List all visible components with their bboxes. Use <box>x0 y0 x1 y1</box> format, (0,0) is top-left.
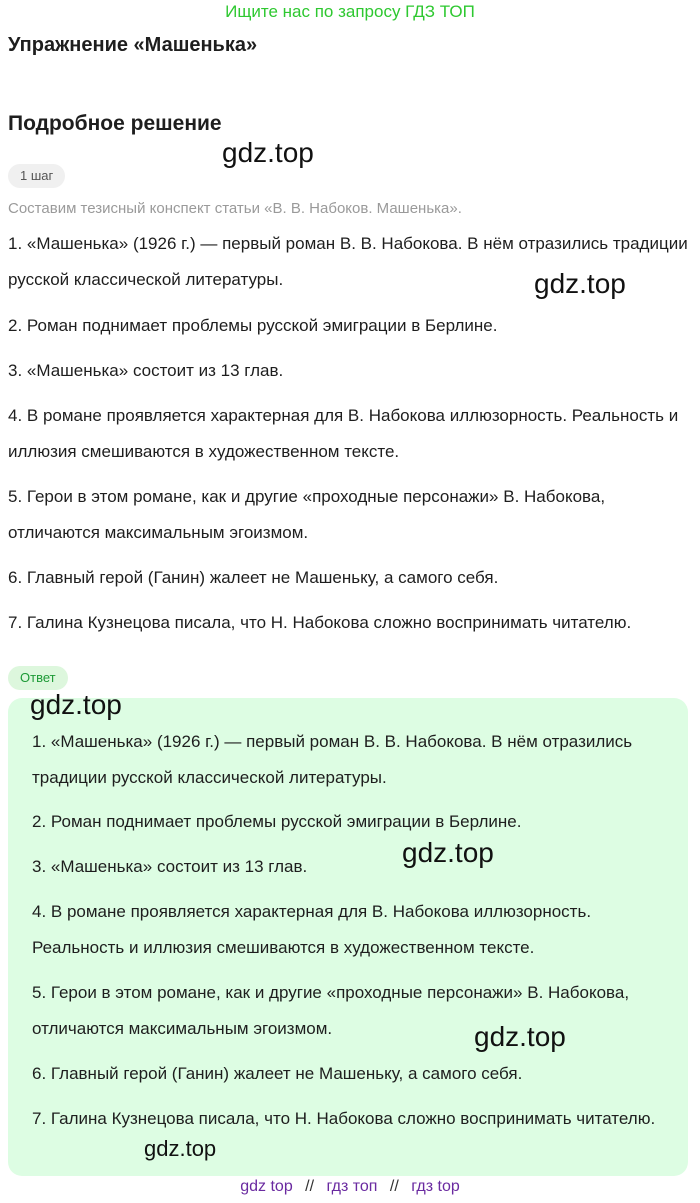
solution-point-5: 5. Герои в этом романе, как и другие «проходные персонажи» В. Набокова, отличаются максимальным эгоизмом. <box>8 487 606 542</box>
footer-separator: // <box>389 1178 399 1195</box>
answer-point-6: 6. Главный герой (Ганин) жалеет не Машеньку, а самого себя. <box>32 1064 523 1083</box>
footer-separator: // <box>305 1178 315 1195</box>
footer-link-gdz-top-mixed[interactable]: гдз top <box>411 1178 460 1195</box>
answer-point-4: 4. В романе проявляется характерная для В. Набокова иллюзорность. Реальность и иллюзия смешиваются в художественном тексте. <box>32 902 592 957</box>
step-badge: 1 шаг <box>8 164 65 188</box>
solution-point-7: 7. Галина Кузнецова писала, что Н. Набокова сложно воспринимать читателю. <box>8 613 632 632</box>
watermark: gdz.top <box>474 1021 566 1052</box>
answer-point-2: 2. Роман поднимает проблемы русской эмиграции в Берлине. <box>32 812 522 831</box>
footer-link-gdz-top-ru[interactable]: гдз топ <box>326 1178 378 1195</box>
solution-point-6: 6. Главный герой (Ганин) жалеет не Машеньку, а самого себя. <box>8 568 499 587</box>
promo-banner: Ищите нас по запросу ГДЗ ТОП <box>225 2 475 21</box>
answer-point-7: 7. Галина Кузнецова писала, что Н. Набокова сложно воспринимать читателю. <box>32 1109 656 1128</box>
answer-point-1: 1. «Машенька» (1926 г.) — первый роман В. В. Набокова. В нём отразились традиции русской классической литературы. <box>32 732 633 787</box>
solution-point-2: 2. Роман поднимает проблемы русской эмиграции в Берлине. <box>8 316 498 335</box>
watermark: gdz.top <box>30 689 122 720</box>
footer-link-gdz-top[interactable]: gdz top <box>240 1178 293 1195</box>
answer-badge: Ответ <box>8 666 68 690</box>
watermark: gdz.top <box>144 1136 217 1161</box>
answer-point-3: 3. «Машенька» состоит из 13 глав. <box>32 857 308 876</box>
watermark: gdz.top <box>222 137 314 168</box>
solution-point-1: 1. «Машенька» (1926 г.) — первый роман В. В. Набокова. В нём отразились традиции русской классической литературы. <box>8 234 688 289</box>
solution-heading: Подробное решение <box>8 112 222 135</box>
answer-point-5: 5. Герои в этом романе, как и другие «проходные персонажи» В. Набокова, отличаются максимальным эгоизмом. <box>32 983 630 1038</box>
watermark: gdz.top <box>534 268 626 299</box>
footer-links <box>0 1178 700 1196</box>
exercise-title: Упражнение «Машенька» <box>8 34 258 56</box>
intro-text: Составим тезисный конспект статьи «В. В. Набоков. Машенька». <box>8 200 462 217</box>
solution-point-3: 3. «Машенька» состоит из 13 глав. <box>8 361 284 380</box>
watermark: gdz.top <box>402 837 494 868</box>
solution-point-4: 4. В романе проявляется характерная для В. Набокова иллюзорность. Реальность и иллюзия смешиваются в художественном тексте. <box>8 406 679 461</box>
